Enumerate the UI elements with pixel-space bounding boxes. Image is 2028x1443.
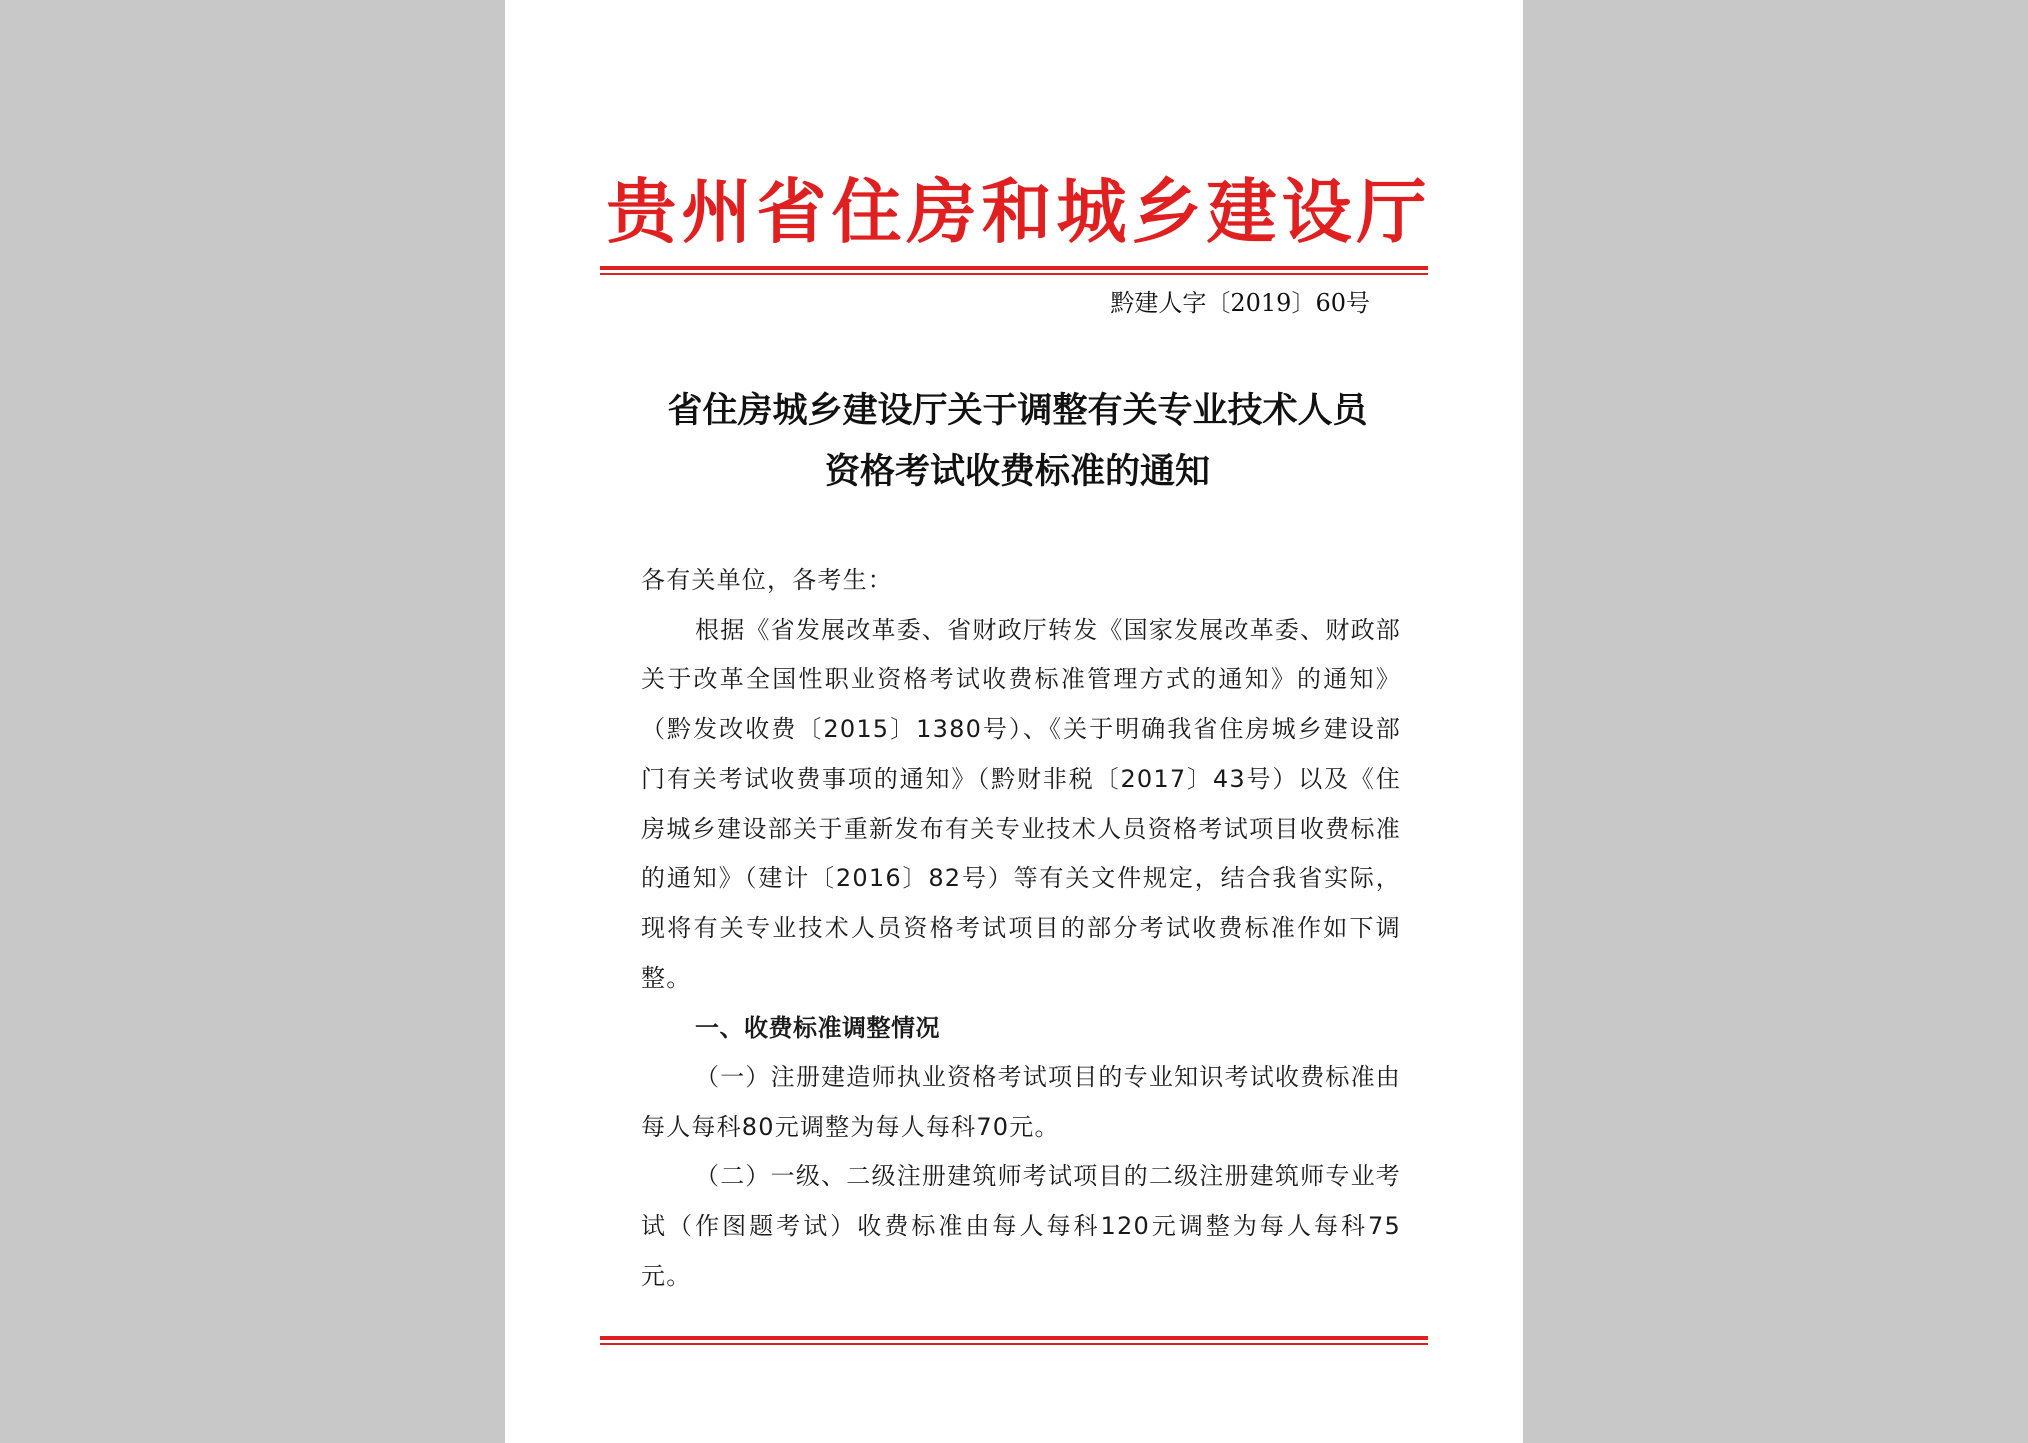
footer-red-rule-thin — [600, 1343, 1428, 1345]
issuing-agency-header: 贵州省住房和城乡建设厅 — [606, 170, 1432, 253]
section-heading-1: 一、收费标准调整情况 — [695, 1013, 940, 1043]
item-1-paragraph: （一）注册建造师执业资格考试项目的专业知识考试收费标准由每人每科80元调整为每人每科70元。 — [641, 1063, 1401, 1141]
header-red-rule-thin — [600, 273, 1428, 275]
salutation: 各有关单位，各考生： — [641, 566, 893, 594]
item-2-paragraph: （二）一级、二级注册建筑师考试项目的二级注册建筑师专业考试（作图题考试）收费标准由每人每科120元调整为每人每科75元。 — [641, 1162, 1401, 1290]
document-number: 黔建人字〔2019〕60号 — [1110, 289, 1370, 317]
document-page — [505, 0, 1523, 1443]
notice-title-line-1: 省住房城乡建设厅关于调整有关专业技术人员 — [667, 390, 1368, 431]
header-red-rule-thick — [600, 266, 1428, 270]
notice-title-line-2: 资格考试收费标准的通知 — [824, 451, 1210, 492]
notice-title — [625, 380, 1410, 502]
notice-body — [641, 556, 1401, 1302]
intro-paragraph: 根据《省发展改革委、省财政厅转发《国家发展改革委、财政部关于改革全国性职业资格考试收费标准管理方式的通知》的通知》（黔发改收费〔2015〕1380号）、《关于明确我省住房城乡建设部门有关考试收费事项的通知》（黔财非税〔2017〕43号）以及《住房城乡建设部关于重新发布有关专业技术人员资格考试项目收费标准的通知》（建计〔2016〕82号）等有关文件规定，结合我省实际，现将有关专业技术人员资格考试项目的部分考试收费标准作如下调整。 — [641, 615, 1401, 992]
footer-red-rule-thick — [600, 1336, 1428, 1340]
